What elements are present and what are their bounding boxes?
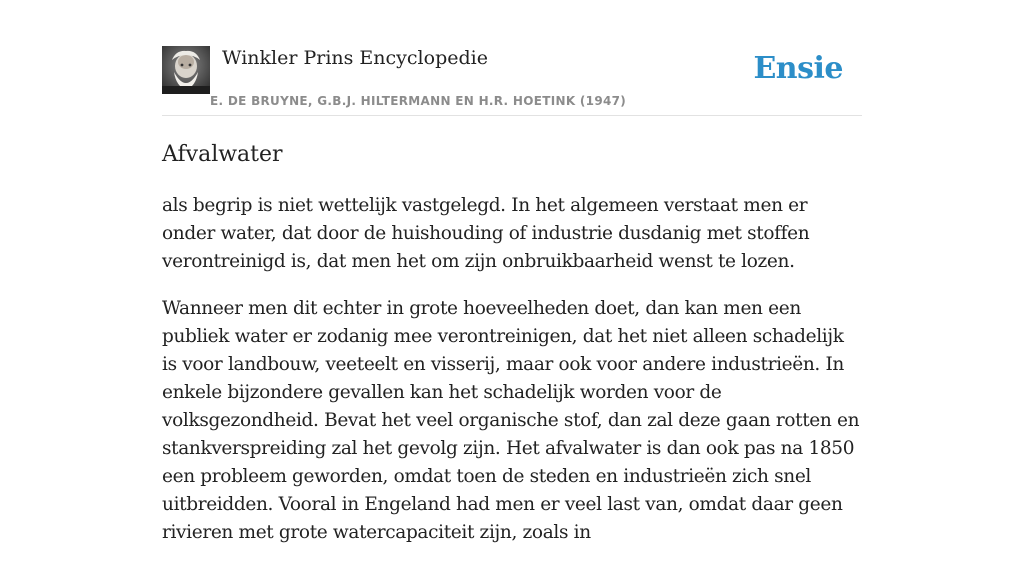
- ensie-logo-link[interactable]: Ensie: [753, 51, 843, 86]
- book-header: [162, 0, 862, 116]
- book-title[interactable]: Winkler Prins Encyclopedie: [222, 47, 488, 69]
- book-authors: E. DE BRUYNE, G.B.J. HILTERMANN EN H.R. HOETINK (1947): [210, 94, 627, 108]
- author-portrait-icon[interactable]: [162, 46, 210, 94]
- article-title: Afvalwater: [162, 142, 283, 167]
- article-page: [162, 0, 862, 543]
- article-paragraph: als begrip is niet wettelijk vastgelegd. In het algemeen verstaat men er onder water, dat door de huishouding of industrie dusdanig met stoffen verontreinigd is, dat men het om zijn onbruikbaarheid wenst te lozen.: [162, 195, 810, 272]
- article-paragraph: Wanneer men dit echter in grote hoeveelheden doet, dan kan men een publiek water er zodanig mee verontreinigen, dat het niet alleen schadelijk is voor landbouw, veeteelt en visserij, maar ook voor andere industrieën. In enkele bijzondere gevallen kan het schadelijk worden voor de volksgezondheid. Bevat het veel organische stof, dan zal deze gaan rotten en stankverspreiding zal het gevolg zijn. Het afvalwater is dan ook pas na 1850 een probleem geworden, omdat toen de steden en industrieën zich snel uitbreidden. Vooral in Engeland had men er veel last van, omdat daar geen rivieren met grote watercapaciteit zijn, zoals in: [162, 298, 860, 543]
- article-body: [162, 192, 862, 566]
